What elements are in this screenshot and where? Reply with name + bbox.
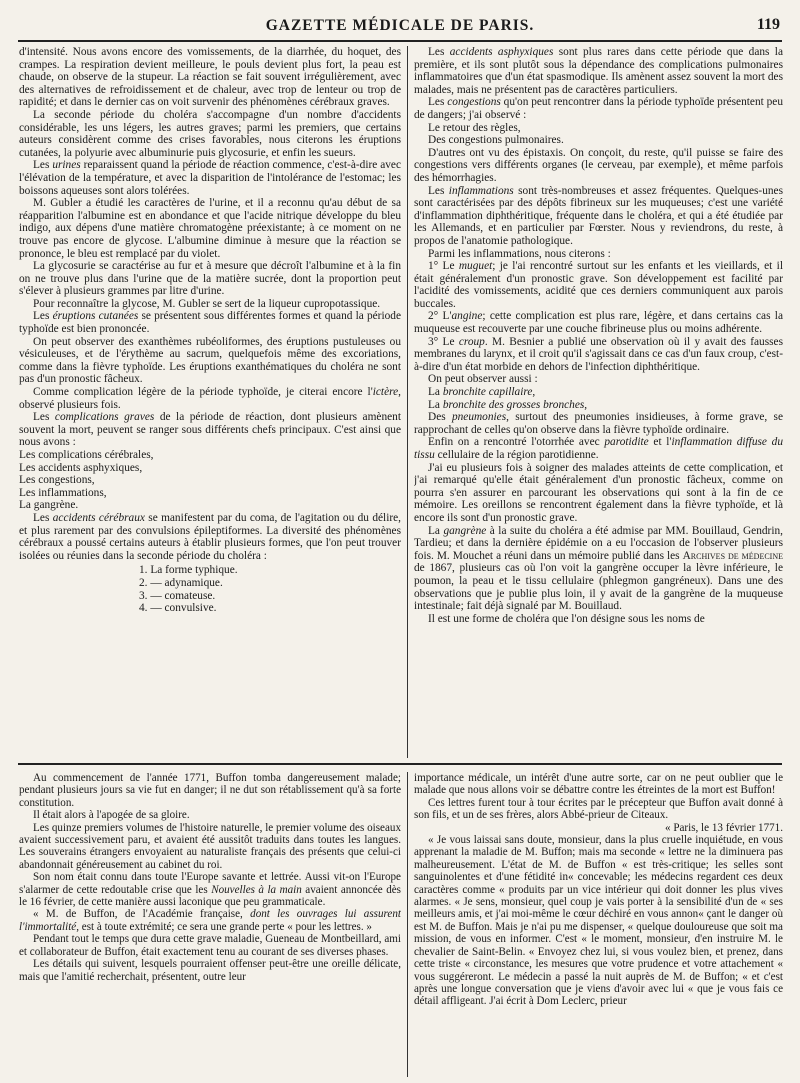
- paragraph: Les inflammations sont très-nombreuses et assez fréquentes. Quelques-unes sont caractérisées par des dépôts fibrineux sur les muqueuses; c'est une variété d'inflammation diphthéritique, fréquente dans le choléra, et qui a été étudiée par les Allemands, et en particulier par Fœrster. Nous y reviendrons, du reste, à propos de l'anatomie pathologique.: [414, 184, 783, 247]
- paragraph: Pendant tout le temps que dura cette grave maladie, Gueneau de Montbeillard, ami et collaborateur de Buffon, était exactement tenu au courant de ses diverses phases.: [19, 933, 401, 958]
- paragraph: La glycosurie se caractérise au fur et à mesure que décroît l'albumine et à la fin on ne trouve plus dans l'urine que de la matière sucrée, dont la proportion peut s'élever à plusieurs grammes par litre d'urine.: [19, 260, 401, 298]
- paragraph: Les complications graves de la période de réaction, dont plusieurs amènent souvent la mort, peuvent se ranger sous différents chefs principaux. C'est ainsi que nous avons :: [19, 411, 401, 449]
- list-item: La gangrène.: [19, 499, 79, 512]
- paragraph: 1° Le muguet; je l'ai rencontré surtout sur les enfants et les vieillards, et il était généralement d'un pronostic grave. Son développement est facilité par l'acidité des vomissements, acidité que ces derniers communiquent aux parois buccales.: [414, 260, 783, 310]
- list-item: 4. — convulsive.: [139, 602, 217, 615]
- quotation: « M. de Buffon, de l'Académie française, dont les ouvrages lui assurent l'immortalité, est à toute extrémité; ce sera une grande perte « pour les lettres. »: [19, 908, 401, 933]
- paragraph: Comme complication légère de la période typhoïde, je citerai encore l'ictère, observé plusieurs fois.: [19, 386, 401, 411]
- paragraph: Les urines reparaissent quand la période de réaction commence, c'est-à-dire avec l'élévation de la température, et avec la disparition de l'intolérance de l'estomac; les boissons aqueuses sont alors tolérées.: [19, 159, 401, 197]
- article-column-right: [414, 46, 783, 758]
- paragraph: 2° L'angine; cette complication est plus rare, légère, et dans certains cas la muqueuse est recouverte par une couche fibrineuse plus ou moins adhérente.: [414, 310, 783, 336]
- paragraph: Des pneumonies, surtout des pneumonies insidieuses, à forme grave, se rapprochant de celles qu'on observe dans la fièvre typhoïde ordinaire.: [414, 411, 783, 436]
- paragraph: 3° Le croup. M. Besnier a publié une observation où il y avait des fausses membranes du larynx, et il croit qu'il s'agissait dans ce cas d'un faux croup, c'est-à-dire d'un état morbide en dehors de l'infection diphthéritique.: [414, 335, 783, 373]
- paragraph: importance médicale, un intérêt d'une autre sorte, car on ne peut oublier que le malade que nous allons voir se débattre contre les étreintes de la mort est Buffon!: [414, 772, 783, 797]
- column-divider: [407, 772, 408, 1077]
- paragraph: Les accidents asphyxiques sont plus rares dans cette période que dans la première, et ils sont plutôt sous la dépendance des complications pulmonaires inflammatoires que d'un état spasmodique. Ils amènent assez souvent la mort des malades, mais ne présentent pas de caractères particuliers.: [414, 46, 783, 96]
- list-item: 2. — adynamique.: [139, 576, 223, 589]
- list-item: Les accidents asphyxiques,: [19, 461, 143, 474]
- paragraph: D'autres ont vu des épistaxis. On conçoit, du reste, qu'il puisse se faire des congestions vers différents organes (le cerveau, par exemple), et même parfois des hémorrhagies.: [414, 146, 783, 184]
- paragraph: La gangrène à la suite du choléra a été admise par MM. Bouillaud, Gendrin, Tardieu; et dans la dernière épidémie on a eu l'occasion de l'observer plusieurs fois. M. Mouchet a réuni dans un mémoire publié dans les Archives de médecine de 1867, plusieurs cas où l'on voit la gangrène occuper la lèvre inférieure, le poumon, la peau et le tissu cellulaire (phlegmon gangréneux). Dans une des observations que je publie plus loin, il y avait de la gangrène de la muqueuse intestinale; fait déjà signalé par M. Bouillaud.: [414, 524, 783, 613]
- forms-list: [19, 564, 401, 614]
- paragraph: M. Gubler a étudié les caractères de l'urine, et il a reconnu qu'au début de sa réapparition l'albumine est en abondance et que l'acide nitrique développe du bleu indigo, aux dépens d'une matière chromatogène préexistante; à ce moment on ne trouve pas encore de glycose. L'albumine diminue à mesure que la réaction se prononce, le bleu est remplacé par du violet.: [19, 197, 401, 260]
- paragraph: Ces lettres furent tour à tour écrites par le précepteur que Buffon avait donné à son fils, et un de ses frères, alors Abbé-prieur de Citeaux.: [414, 796, 783, 822]
- paragraph: Son nom était connu dans toute l'Europe savante et lettrée. Aussi vit-on l'Europe s'alarmer de cette redoutable crise que les Nouvelles à la main avaient annoncée dès le 16 février, de cette manière aussi laconique que peu grammaticale.: [19, 871, 401, 909]
- list-item: Les inflammations,: [19, 486, 107, 499]
- column-divider: [407, 46, 408, 758]
- feuilleton-divider: [18, 763, 782, 765]
- paragraph: On peut observer aussi :: [428, 373, 538, 386]
- journal-title: GAZETTE MÉDICALE DE PARIS.: [265, 17, 535, 34]
- page-number: 119: [756, 16, 780, 33]
- list-item: Les congestions,: [19, 474, 95, 487]
- list-item: La bronchite des grosses bronches,: [428, 398, 588, 411]
- paragraph: J'ai eu plusieurs fois à soigner des malades atteints de cette complication, et j'ai remarqué qu'elle était généralement d'un pronostic fâcheux, comme on pourra s'en assurer en parcourant les observations qui sont à la fin de ce mémoire. Les oreillons se rencontrent également dans la fièvre typhoïde, et là encore ils sont d'un pronostic grave.: [414, 461, 783, 524]
- paragraph: Les détails qui suivent, lesquels pourraient offenser peut-être une oreille délicate, mais que l'amitié recherchait, présentent, outre leur: [19, 958, 401, 983]
- paragraph: Au commencement de l'année 1771, Buffon tomba dangereusement malade; pendant plusieurs jours sa vie fut en danger; il ne dut son rétablissement qu'à sa forte constitution.: [19, 772, 401, 809]
- list-item: 1. La forme typhique.: [139, 564, 238, 577]
- letter-dateline: « Paris, le 13 février 1771.: [665, 821, 783, 834]
- paragraph: Les éruptions cutanées se présentent sous différentes formes et quand la période typhoïde est bien prononcée.: [19, 310, 401, 336]
- list-item: Le retour des règles,: [428, 121, 521, 134]
- paragraph: d'intensité. Nous avons encore des vomissements, de la diarrhée, du hoquet, des crampes. La respiration devient meilleure, le pouls devient plus fort, la peau est chaude, on observe de la stupeur. La réaction se fait souvent irrégulièrement, avec des alternatives de refroidissement et de chaleur, avec trop de lenteur ou trop de rapidité; et dans le dernier cas on voit survenir des phénomènes cérébraux graves.: [19, 46, 401, 109]
- paragraph: Enfin on a rencontré l'otorrhée avec parotidite et l'inflammation diffuse du tissu cellulaire de la région parotidienne.: [414, 436, 783, 461]
- list-item: La bronchite capillaire,: [428, 386, 536, 399]
- list-item: Des congestions pulmonaires.: [428, 134, 564, 147]
- paragraph: La seconde période du choléra s'accompagne d'un nombre d'accidents considérable, les uns légers, les autres graves; parmi les premiers, que certains auteurs considèrent comme des crises favorables, nous citerons les éruptions cutanées, la polyurie avec albuminurie puis glycosurie, et enfin les sueurs.: [19, 108, 401, 159]
- paragraph: Les accidents cérébraux se manifestent par du coma, de l'agitation ou du délire, et plus rarement par des convulsions épileptiformes. La diversité des phénomènes cérébraux a poussé certains auteurs à établir plusieurs formes, que l'on peut trouver isolées ou réunies dans la seconde période du choléra :: [19, 511, 401, 562]
- paragraph: Il est une forme de choléra que l'on désigne sous les noms de: [428, 612, 705, 625]
- page-header: [18, 12, 782, 42]
- list-item: Les complications cérébrales,: [19, 449, 154, 461]
- letter-text: « Je vous laissai sans doute, monsieur, dans la plus cruelle inquiétude, en vous apprenant la maladie de M. Buffon; mais ma seconde « lettre ne la diminuera pas malheureusement. L'état de M. de Buffon « est très-critique; les selles sont sanguinolentes et d'une fétidité in« concevable; les médecins regardent ces deux caractères comme « produits par un vice intérieur qui doit donner les plus vives alarmes. « Je sens, monsieur, quel coup je vais porter à la sensibilité d'un de « ses meilleurs amis, et j'ai moi-même le cœur déchiré en vous annon« çant le danger où est M. de Buffon. Mais je n'ai pu me dispenser, « quelque douloureuse que soit ma mission, de vous en informer. C'est « le moment, monsieur, d'en instruire M. le chevalier de Saint-Belin. « Envoyez chez lui, si vous voulez bien, et prenez, dans cette triste « circonstance, les mesures que votre prudence et votre attachement « vous suggéreront. Le médecin a passé la nuit auprès de M. de Buffon; « et c'est après une longue conversation que je viens d'avoir avec lui « que je vous fais ce détail affligeant. J'ai écrit à Dom Leclerc, prieur: [414, 834, 783, 1008]
- paragraph: On peut observer des exanthèmes rubéoliformes, des éruptions pustuleuses ou vésiculeuses, et de l'érythème au sacrum, quelquefois même des excoriations, comme dans la fièvre typhoïde. Les éruptions exanthématiques du choléra ne sont pas d'un pronostic fâcheux.: [19, 335, 401, 386]
- paragraph: Les congestions qu'on peut rencontrer dans la période typhoïde présentent peu de dangers; j'ai observé :: [414, 96, 783, 121]
- article-column-left: [19, 46, 401, 758]
- list-item: 3. — comateuse.: [139, 589, 216, 602]
- paragraph: Pour reconnaître la glycose, M. Gubler se sert de la liqueur cupropotassique.: [33, 297, 381, 310]
- feuilleton-column-left: [19, 772, 401, 1078]
- paragraph: Parmi les inflammations, nous citerons :: [428, 247, 611, 260]
- paragraph: Les quinze premiers volumes de l'histoire naturelle, le premier volume des oiseaux avaient successivement paru, et avaient été aussitôt traduits dans toutes les langues. Les souverains étrangers envoyaient au naturaliste français des présents que celui-ci abandonnait généreusement au cabinet du roi.: [19, 821, 401, 871]
- feuilleton-column-right: [414, 772, 783, 1078]
- paragraph: Il était alors à l'apogée de sa gloire.: [33, 809, 190, 822]
